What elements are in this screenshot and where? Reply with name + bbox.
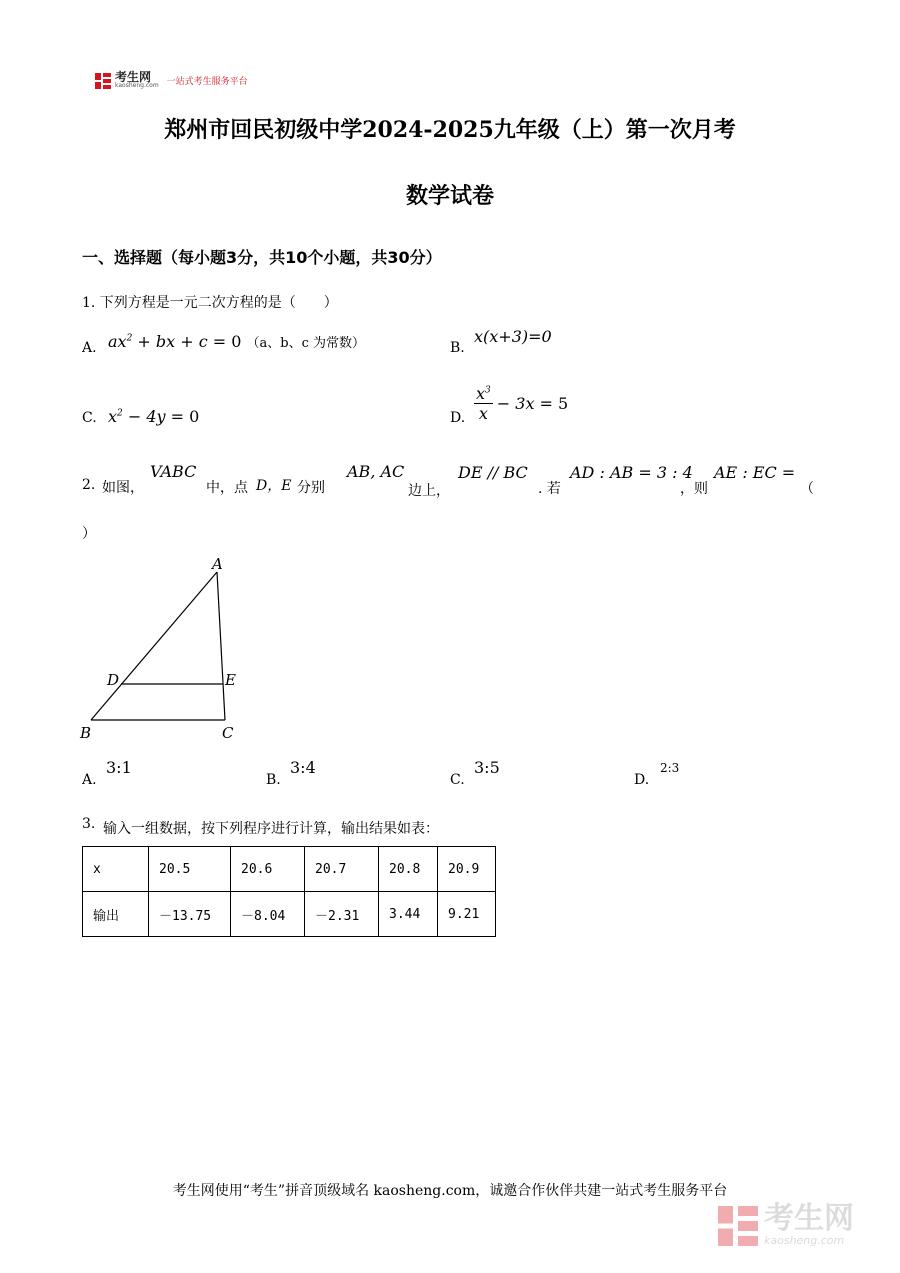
q1-option-c-expr: $x^2 - 4y = 0$ (108, 407, 200, 426)
watermark-domain: kaosheng.com (764, 1234, 845, 1247)
q2-option-b-value: 3:4 (290, 758, 316, 777)
q2-sides: AB, AC (347, 462, 405, 481)
q1-option-d-expr: $x^3$ x − 3x = 5 (476, 384, 569, 423)
q2-triangle-figure (70, 550, 270, 750)
q2-option-c-label: C. (450, 772, 465, 788)
table-cell: 输出 (83, 892, 149, 937)
q2-parallel: DE // BC (458, 463, 528, 482)
q1-option-a-expr: $ax^2$ + bx + c = 0 （a、b、c 为常数） (108, 332, 366, 351)
q2-triangle: VABC (150, 462, 197, 481)
q2-fenbie: 分别 (297, 480, 325, 496)
q3-data-table (82, 846, 496, 937)
q2-bianshang: 边上， (408, 483, 450, 499)
table-cell: －13.75 (149, 892, 231, 937)
q2-ze: ，则 (680, 481, 708, 497)
table-row (83, 892, 496, 937)
q2-option-a-value: 3:1 (106, 758, 132, 777)
table-row (83, 847, 496, 892)
table-cell: 20.5 (149, 847, 231, 892)
q2-option-a-label: A. (82, 772, 97, 788)
exam-title: 郑州市回民初级中学2024-2025九年级（上）第一次月考 (164, 117, 736, 143)
table-cell: 20.8 (379, 847, 438, 892)
q2-option-c-value: 3:5 (474, 758, 500, 777)
section-heading: 一、选择题（每小题3分，共10个小题，共30分） (82, 248, 442, 267)
site-logo (95, 72, 248, 89)
table-cell: 3.44 (379, 892, 438, 937)
logo-name: 考生网 (115, 70, 152, 84)
table-cell: 20.6 (231, 847, 305, 892)
q2-ratio-ask: AE : EC = (714, 463, 796, 482)
q1-option-d-label: D. (450, 410, 466, 426)
q1-option-c-label: C. (82, 410, 97, 426)
watermark-name: 考生网 (764, 1201, 854, 1236)
table-cell: 20.7 (305, 847, 379, 892)
q3-number: 3. (82, 816, 96, 832)
side-ac (217, 572, 225, 720)
q2-option-d-label: D. (634, 772, 650, 788)
q2-close-paren: ） (82, 526, 96, 542)
q2-number: 2. (82, 477, 96, 493)
q2-points: D，E (256, 478, 292, 494)
q2-intro: 如图， (102, 480, 144, 496)
q1-option-b-label: B. (450, 340, 465, 356)
q1-stem: 1. 下列方程是一元二次方程的是（ ） (82, 295, 338, 311)
point-e-label: E (225, 671, 236, 689)
point-c-label: C (222, 724, 234, 742)
side-ab (91, 572, 217, 720)
q2-open-paren: （ (800, 481, 814, 497)
point-d-label: D (107, 671, 120, 689)
table-cell: －2.31 (305, 892, 379, 937)
table-cell: －8.04 (231, 892, 305, 937)
logo-slogan: 一站式考生服务平台 (166, 77, 248, 87)
q1-option-a-note: （a、b、c 为常数） (246, 336, 366, 351)
q1-option-a-label: A. (82, 340, 97, 356)
table-cell: x (83, 847, 149, 892)
q3-stem: 输入一组数据，按下列程序进行计算，输出结果如表： (103, 821, 439, 837)
table-cell: 9.21 (438, 892, 496, 937)
point-a-label: A (212, 555, 223, 573)
exam-subtitle: 数学试卷 (405, 183, 494, 209)
kaosheng-logo-icon (95, 73, 111, 89)
q2-ruo: . 若 (538, 481, 561, 497)
q1-option-b-expr: x(x+3)=0 (474, 327, 552, 346)
q2-option-d-value: 2:3 (660, 761, 680, 775)
q2-mid-text: 中，点 (206, 480, 248, 496)
page-footer: 考生网使用“考生”拼音顶级域名 kaosheng.com，诚邀合作伙伴共建一站式考生服务平台 (172, 1183, 728, 1199)
q2-option-b-label: B. (266, 772, 281, 788)
kaosheng-watermark-icon (718, 1206, 758, 1246)
watermark (718, 1201, 854, 1247)
q2-ratio-given: AD : AB = 3 : 4 (570, 463, 693, 482)
point-b-label: B (80, 724, 92, 742)
logo-domain: kaosheng.com (115, 82, 159, 89)
table-cell: 20.9 (438, 847, 496, 892)
